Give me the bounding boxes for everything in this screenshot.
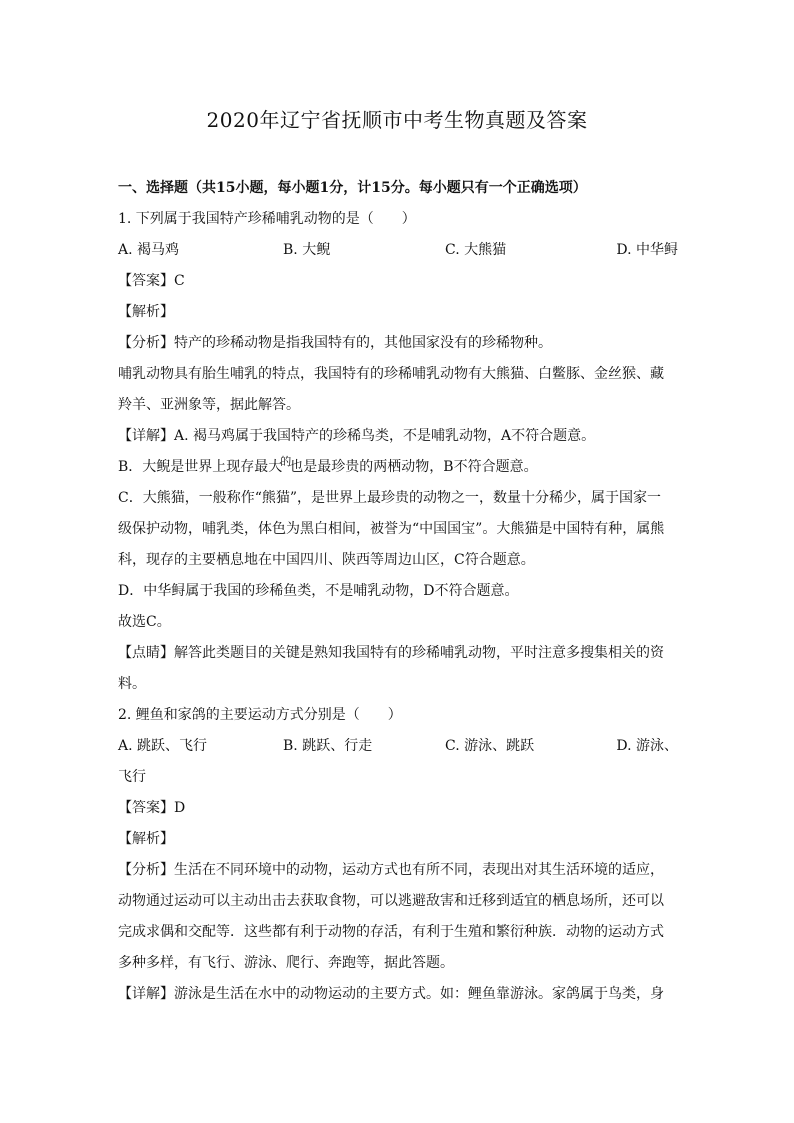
q2-answer: 【答案】D — [118, 800, 186, 816]
q1-explain-d: D．中华鲟属于我国的珍稀鱼类，不是哺乳动物，D不符合题意。 — [118, 583, 519, 599]
q2-xiangjie-line1: 【详解】游泳是生活在水中的动物运动的主要方式。如：鲤鱼靠游泳。家鸽属于鸟类，身 — [118, 986, 664, 1002]
q1-dianjing-line2: 料。 — [118, 676, 146, 692]
q2-option-d: D. 游泳、 — [616, 738, 678, 754]
q2-option-a: A. 跳跃、飞行 — [118, 738, 208, 754]
q1-explain-c-line1: C．大熊猫，一般称作“熊猫”，是世界上最珍贵的动物之一，数量十分稀少，属于国家一 — [118, 490, 662, 506]
q2-options — [118, 731, 678, 762]
q1-para2-line2: 羚羊、亚洲象等，据此解答。 — [118, 397, 300, 413]
q1-stem: 1. 下列属于我国特产珍稀哺乳动物的是（ ） — [118, 211, 416, 227]
q1-explain-b-post: 也是最珍贵的两栖动物，B不符合题意。 — [289, 459, 538, 475]
q1-dianjing-line1: 【点睛】解答此类题目的关键是熟知我国特有的珍稀哺乳动物，平时注意多搜集相关的资 — [118, 645, 664, 661]
q2-option-c: C. 游泳、跳跃 — [445, 738, 535, 754]
q1-explain-b-pre: B．大鲵是世界上现存最大 — [118, 459, 283, 475]
q2-fenxi-line4: 多种多样，有飞行、游泳、爬行、奔跑等，据此答题。 — [118, 955, 454, 971]
q1-explain-c-line2: 级保护动物，哺乳类，体色为黑白相间，被誉为“中国国宝”。大熊猫是中国特有种，属熊 — [118, 521, 665, 537]
q1-option-d: D. 中华鲟 — [616, 242, 678, 258]
q1-fenxi: 【分析】特产的珍稀动物是指我国特有的，其他国家没有的珍稀物种。 — [118, 335, 552, 351]
q2-option-b: B. 跳跃、行走 — [283, 738, 373, 754]
q1-answer: 【答案】C — [118, 273, 185, 289]
q2-option-d-wrap: 飞行 — [118, 769, 146, 785]
q1-analysis-label: 【解析】 — [118, 304, 174, 320]
q2-fenxi-line1: 【分析】生活在不同环境中的动物，运动方式也有所不同，表现出对其生活环境的适应， — [118, 862, 664, 878]
section-header: 一、选择题（共15小题，每小题1分，计15分。每小题只有一个正确选项） — [118, 180, 587, 196]
document-title: 2020年辽宁省抚顺市中考生物真题及答案 — [206, 108, 588, 132]
q1-option-a: A. 褐马鸡 — [118, 242, 180, 258]
q1-explain-b — [118, 452, 678, 483]
document-body — [118, 173, 678, 1010]
q1-options — [118, 235, 678, 266]
q2-fenxi-line2: 动物通过运动可以主动出击去获取食物，可以逃避敌害和迁移到适宜的栖息场所，还可以 — [118, 893, 664, 909]
q1-xiangjie-a: 【详解】A. 褐马鸡属于我国特产的珍稀鸟类，不是哺乳动物，A不符合题意。 — [118, 428, 596, 444]
q1-option-c: C. 大熊猫 — [445, 242, 507, 258]
q1-choose: 故选C。 — [118, 614, 171, 630]
q2-fenxi-line3: 完成求偶和交配等．这些都有利于动物的存活，有利于生殖和繁衍种族．动物的运动方式 — [118, 924, 664, 940]
q2-stem: 2. 鲤鱼和家鸽的主要运动方式分别是（ ） — [118, 707, 402, 723]
q1-para2-line1: 哺乳动物具有胎生哺乳的特点，我国特有的珍稀哺乳动物有大熊猫、白鳖豚、金丝猴、藏 — [118, 366, 664, 382]
q1-explain-c-line3: 科，现存的主要栖息地在中国四川、陕西等周边山区，C符合题意。 — [118, 552, 535, 568]
q1-explain-b-sup: 的 — [280, 455, 292, 468]
q2-analysis-label: 【解析】 — [118, 831, 174, 847]
q1-option-b: B. 大鲵 — [283, 242, 331, 258]
